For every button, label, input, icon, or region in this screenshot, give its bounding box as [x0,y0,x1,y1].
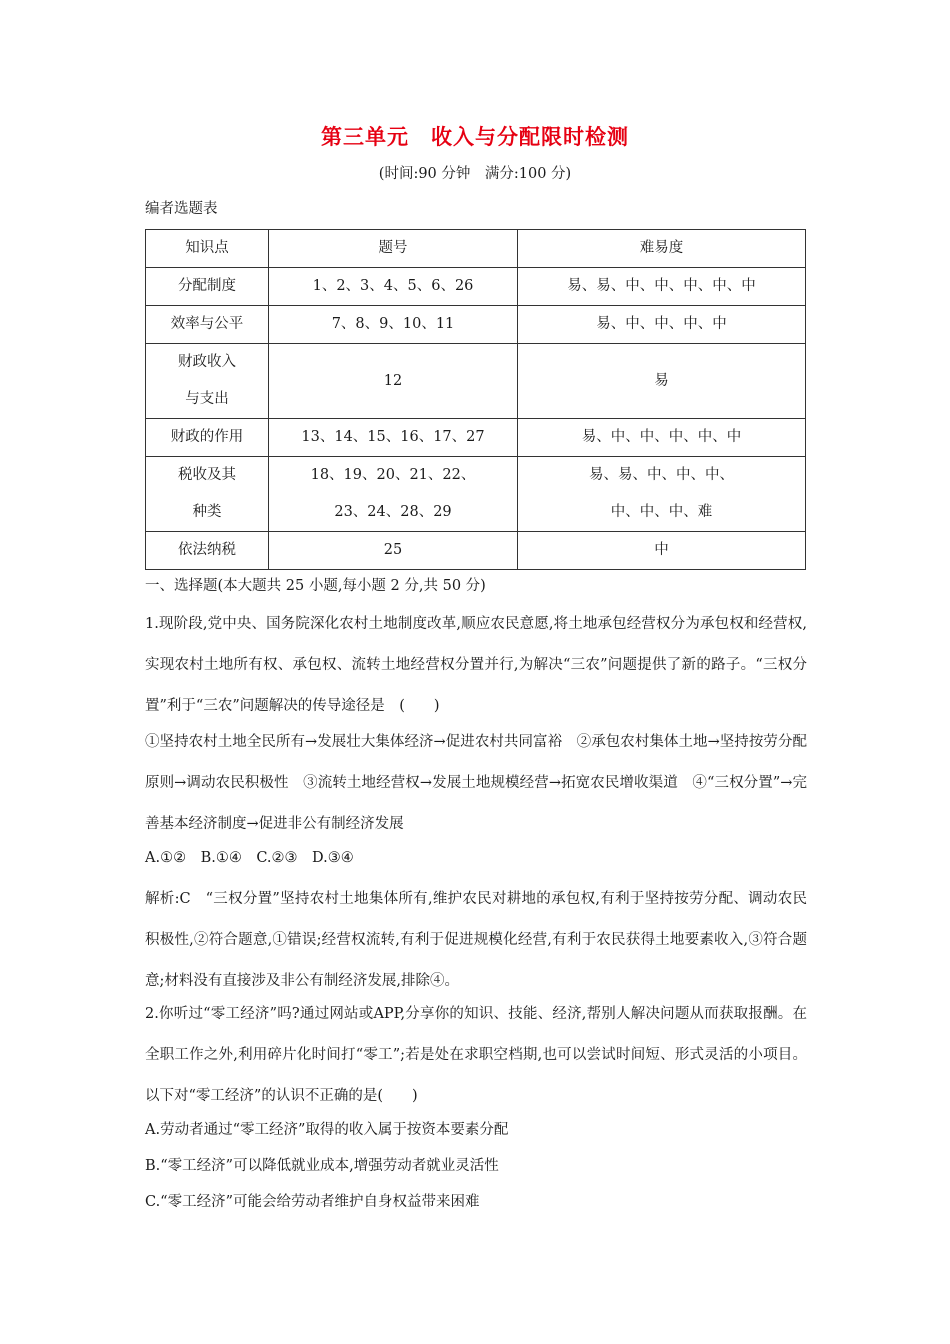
question-1-statements [145,722,807,845]
table-cell-line: 与支出 [185,391,229,407]
table-cell-topic [146,457,269,532]
header-difficulty: 难易度 [518,230,806,268]
table-row [146,306,806,344]
question-1-text: 1.现阶段,党中央、国务院深化农村土地制度改革,顺应农民意愿,将土地承包经营权分为承包权和经营权,实现农村土地所有权、承包权、流转土地经营权分置并行,为解决“三农”问题提供了新的路子。“三权分置”利于“三农”问题解决的传导途径是 ( ) [145,616,807,714]
table-cell-difficulty [518,457,806,532]
table-cell-line: 易 [654,372,669,389]
table-cell-topic [146,419,269,457]
table-cell-line: 易、易、中、中、中、 [589,467,734,483]
table-cell-difficulty [518,306,806,344]
table-cell-difficulty [518,532,806,570]
table-cell-line: 12 [383,372,403,389]
table-cell-line: 13、14、15、16、17、27 [301,429,485,445]
table-caption: 编者选题表 [145,201,218,217]
table-row [146,532,806,570]
table-cell-line: 易、中、中、中、中 [596,316,727,332]
table-cell-difficulty [518,344,806,419]
table-cell-difficulty [518,268,806,306]
question-2-option-a: A.劳动者通过“零工经济”取得的收入属于按资本要素分配 [145,1122,509,1138]
question-1-statements-text: ①坚持农村土地全民所有→发展壮大集体经济→促进农村共同富裕 ②承包农村集体土地→坚持按劳分配原则→调动农民积极性 ③流转土地经营权→发展土地规模经营→拓宽农民增收渠道 ④“三权分置”→完善基本经济制度→促进非公有制经济发展 [145,734,807,832]
table-cell-line: 1、2、3、4、5、6、26 [312,278,474,294]
header-questions: 题号 [269,230,518,268]
table-cell-line: 易、中、中、中、中、中 [581,429,742,445]
table-row [146,268,806,306]
question-2-option-c: C.“零工经济”可能会给劳动者维护自身权益带来困难 [145,1194,480,1210]
header-topic: 知识点 [146,230,269,268]
table-cell-line: 中 [654,542,669,558]
table-cell-questions [269,457,518,532]
question-2-stem [145,994,807,1117]
table-cell-line: 税收及其 [178,467,236,483]
table-cell-topic [146,306,269,344]
table-cell-line: 25 [383,542,403,558]
question-selection-table [145,229,806,570]
table-row [146,344,806,419]
table-cell-line: 依法纳税 [178,542,236,558]
table-row [146,419,806,457]
page-title: 第三单元 收入与分配限时检测 [321,125,629,149]
table-cell-questions [269,419,518,457]
table-cell-line: 种类 [192,504,222,520]
table-cell-line: 易、易、中、中、中、中、中 [567,278,756,294]
table-header-row [146,230,806,268]
table-cell-line: 分配制度 [178,278,236,294]
table-cell-line: 财政收入 [178,354,236,370]
table-cell-questions [269,344,518,419]
table-cell-difficulty [518,419,806,457]
table-cell-line: 中、中、中、难 [610,504,713,520]
question-1-stem [145,604,807,727]
table-cell-line: 财政的作用 [170,429,244,445]
question-1-analysis [145,879,807,1002]
table-cell-line: 7、8、9、10、11 [331,316,455,332]
table-cell-topic [146,344,269,419]
table-cell-questions [269,306,518,344]
question-1-choices: A.①② B.①④ C.②③ D.③④ [145,850,354,866]
section-heading: 一、选择题(本大题共 25 小题,每小题 2 分,共 50 分) [145,578,486,594]
question-2-text: 2.你听过“零工经济”吗?通过网站或APP,分享你的知识、技能、经济,帮别人解决问题从而获取报酬。在全职工作之外,利用碎片化时间打“零工”;若是处在求职空档期,也可以尝试时间短、形式灵活的小项目。以下对“零工经济”的认识不正确的是( ) [145,1006,807,1104]
table-cell-line: 效率与公平 [170,316,244,332]
table-cell-topic [146,268,269,306]
table-cell-line: 18、19、20、21、22、 [310,467,476,483]
table-cell-questions [269,268,518,306]
page-subtitle: (时间:90 分钟 满分:100 分) [378,166,572,182]
table-cell-questions [269,532,518,570]
table-row [146,457,806,532]
table-cell-line: 23、24、28、29 [334,504,452,520]
question-2-option-b: B.“零工经济”可以降低就业成本,增强劳动者就业灵活性 [145,1158,499,1174]
question-1-analysis-text: 解析:C “三权分置”坚持农村土地集体所有,维护农民对耕地的承包权,有利于坚持按劳分配、调动农民积极性,②符合题意,①错误;经营权流转,有利于促进规模化经营,有利于农民获得土地要素收入,③符合题意;材料没有直接涉及非公有制经济发展,排除④。 [145,891,807,989]
table-cell-topic [146,532,269,570]
